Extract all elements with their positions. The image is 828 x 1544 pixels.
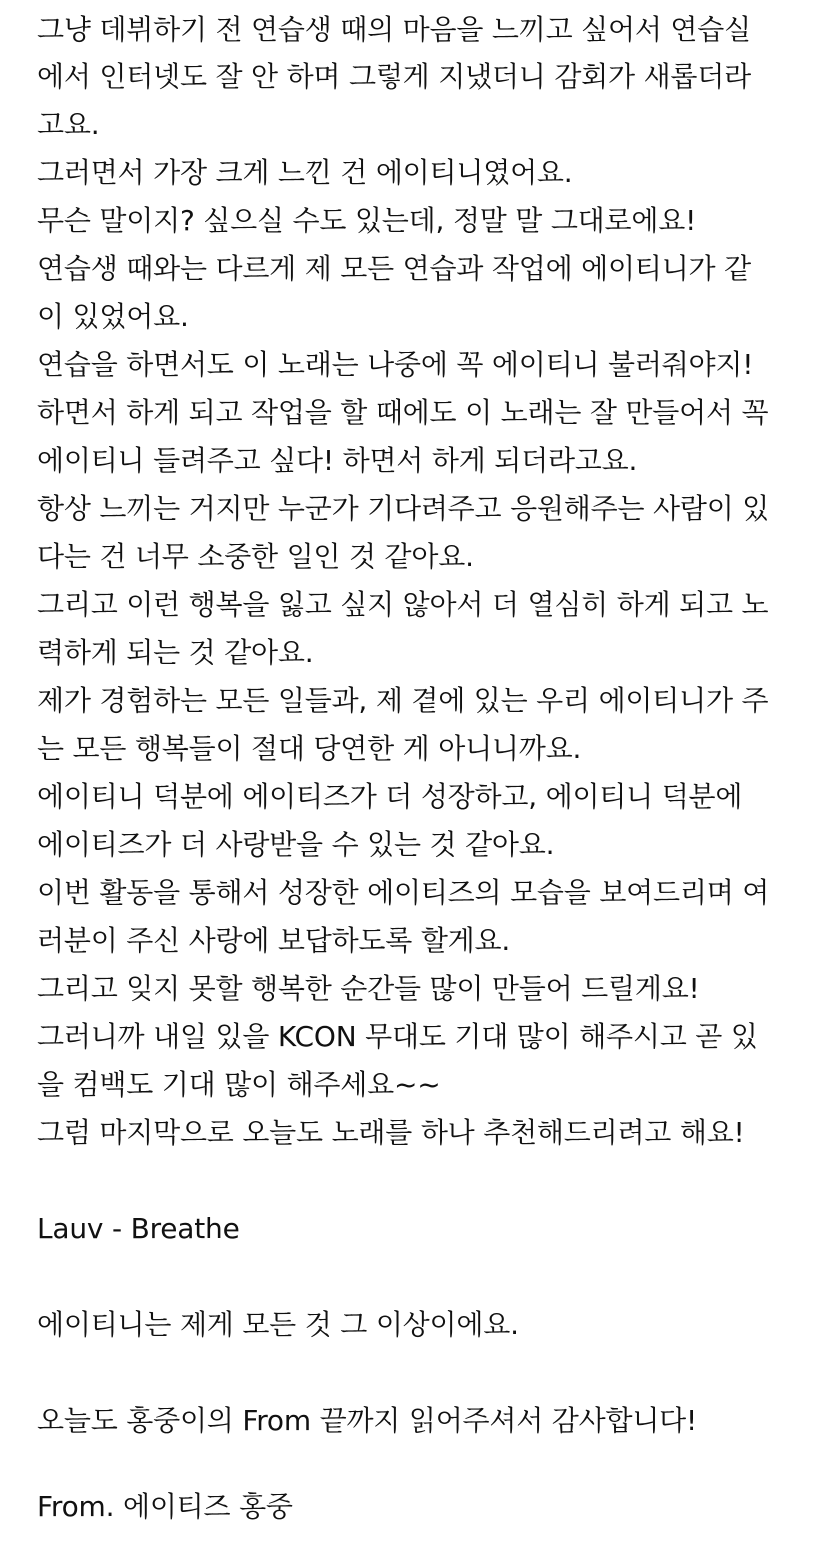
message-line: 에서 인터넷도 잘 안 하며 그렇게 지냈더니 감회가 새롭더라: [37, 60, 751, 93]
message-line: 하면서 하게 되고 작업을 할 때에도 이 노래는 잘 만들어서 꼭: [37, 396, 769, 429]
message-line: 항상 느끼는 거지만 누군가 기다려주고 응원해주는 사람이 있: [37, 492, 770, 525]
message-line: 연습을 하면서도 이 노래는 나중에 꼭 에이티니 불러줘야지!: [37, 348, 754, 381]
message-line: 이번 활동을 통해서 성장한 에이티즈의 모습을 보여드리며 여: [37, 876, 770, 909]
message-line: 그냥 데뷔하기 전 연습생 때의 마음을 느끼고 싶어서 연습실: [37, 13, 751, 46]
message-line: 그럼 마지막으로 오늘도 노래를 하나 추천해드리려고 해요!: [37, 1116, 745, 1149]
message-line: 러분이 주신 사랑에 보답하도록 할게요.: [37, 924, 511, 957]
message-line: 그리고 잊지 못할 행복한 순간들 많이 만들어 드릴게요!: [37, 972, 700, 1005]
message-line: 연습생 때와는 다르게 제 모든 연습과 작업에 에이티니가 같: [37, 252, 751, 285]
message-line: 고요.: [37, 108, 100, 141]
message-line: 력하게 되는 것 같아요.: [37, 636, 314, 669]
message-line: 이 있었어요.: [37, 300, 189, 333]
closing-line: 에이티니는 제게 모든 것 그 이상이에요.: [37, 1308, 519, 1341]
signature: From. 에이티즈 홍중: [37, 1490, 293, 1523]
message-line: 에이티니 덕분에 에이티즈가 더 성장하고, 에이티니 덕분에: [37, 780, 743, 813]
message-line: 제가 경험하는 모든 일들과, 제 곁에 있는 우리 에이티니가 주: [37, 684, 769, 717]
message-line: 그러니까 내일 있을 KCON 무대도 기대 많이 해주시고 곧 있: [37, 1020, 758, 1053]
message-line: 에이티니 들려주고 싶다! 하면서 하게 되더라고요.: [37, 444, 638, 477]
message-line: 을 컴백도 기대 많이 해주세요~~: [37, 1068, 441, 1101]
song-recommendation: Lauv - Breathe: [37, 1212, 240, 1245]
thank-you-line: 오늘도 홍중이의 From 끝까지 읽어주셔서 감사합니다!: [37, 1404, 698, 1437]
message-line: 에이티즈가 더 사랑받을 수 있는 것 같아요.: [37, 828, 555, 861]
message-line: 무슨 말이지? 싶으실 수도 있는데, 정말 말 그대로에요!: [37, 204, 697, 237]
message-line: 다는 건 너무 소중한 일인 것 같아요.: [37, 540, 474, 573]
message-line: 는 모든 행복들이 절대 당연한 게 아니니까요.: [37, 732, 582, 765]
message-line: 그러면서 가장 크게 느낀 건 에이티니였어요.: [37, 156, 573, 189]
message-line: 그리고 이런 행복을 잃고 싶지 않아서 더 열심히 하게 되고 노: [37, 588, 769, 621]
